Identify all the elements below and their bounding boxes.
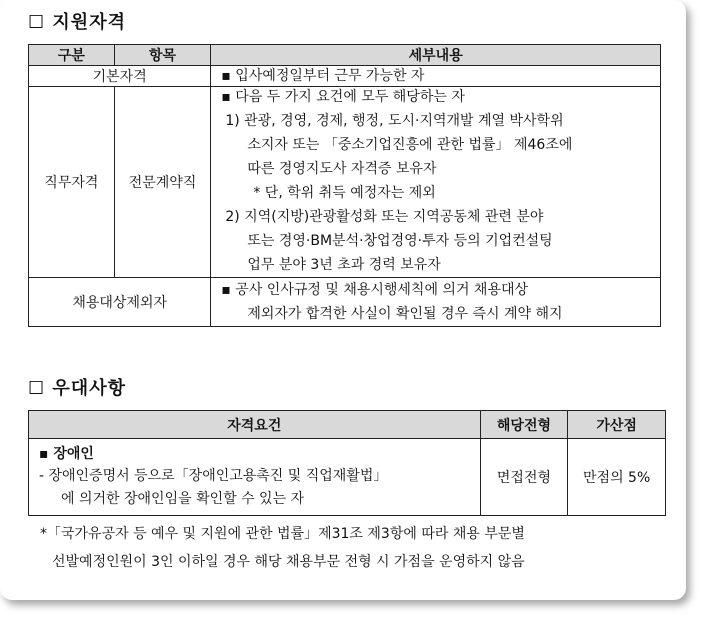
table-row xyxy=(29,439,666,516)
table-header-row xyxy=(29,45,661,66)
points-cell: 만점의 5% xyxy=(568,439,666,516)
section-title-text: 지원자격 xyxy=(52,12,126,33)
header-details: 세부내용 xyxy=(211,45,661,66)
section-title-preferences xyxy=(28,374,126,400)
job-item: 전문계약직 xyxy=(114,87,211,278)
detail-line: ▪ 입사예정일부터 근무 가능한 자 xyxy=(221,67,425,84)
detail-line: 따른 경영지도사 자격증 보유자 xyxy=(247,161,437,177)
section-title-text: 우대사항 xyxy=(52,378,126,399)
requirement-line: 에 의거한 장애인임을 확인할 수 있는 자 xyxy=(61,491,305,507)
header-stage: 해당전형 xyxy=(480,411,568,439)
detail-line: * 단, 학위 취득 예정자는 제외 xyxy=(253,185,436,201)
requirement-title: ▪ 장애인 xyxy=(39,446,94,462)
stage-cell: 면접전형 xyxy=(480,439,568,516)
job-details xyxy=(211,87,661,278)
table-row-exclusion xyxy=(29,278,661,327)
eligibility-table xyxy=(28,44,661,327)
footnote-line: *「국가유공자 등 예우 및 지원에 관한 법률」제31조 제3항에 따라 채용 부문별 xyxy=(40,526,525,542)
detail-line: 또는 경영·BM분석·창업경영·투자 등의 기업컨설팅 xyxy=(247,233,553,249)
detail-line: ▪ 공사 인사규정 및 채용시행세칙에 의거 채용대상 xyxy=(221,282,529,298)
table-row-job xyxy=(29,87,661,278)
detail-line: 제외자가 합격한 사실이 확인될 경우 즉시 계약 해지 xyxy=(247,306,563,322)
header-item: 항목 xyxy=(114,45,211,66)
section-title-eligibility xyxy=(28,8,126,34)
header-points: 가산점 xyxy=(568,411,666,439)
detail-line: 1) 관광, 경영, 경제, 행정, 도시·지역개발 계열 박사학위 xyxy=(225,113,564,129)
detail-line: 업무 분야 3년 초과 경력 보유자 xyxy=(247,257,441,273)
exclusion-details xyxy=(211,278,661,327)
header-requirement: 자격요건 xyxy=(29,411,481,439)
basic-label: 기본자격 xyxy=(29,66,211,87)
detail-line: 2) 지역(지방)관광활성화 또는 지역공동체 관련 분야 xyxy=(225,209,544,225)
header-category: 구분 xyxy=(29,45,115,66)
preferences-table xyxy=(28,410,666,516)
basic-details xyxy=(211,66,661,87)
checkbox-icon: ☐ xyxy=(28,378,46,399)
table-header-row xyxy=(29,411,666,439)
detail-line: ▪ 다음 두 가지 요건에 모두 해당하는 자 xyxy=(221,89,465,105)
requirement-line: - 장애인증명서 등으로「장애인고용촉진 및 직업재활법」 xyxy=(39,468,388,484)
table-row-basic xyxy=(29,66,661,87)
job-category: 직무자격 xyxy=(29,87,115,278)
detail-line: 소지자 또는 「중소기업진흥에 관한 법률」 제46조에 xyxy=(247,137,573,153)
footnote-line: 선발예정인원이 3인 이하일 경우 해당 채용부문 전형 시 가점을 운영하지 않음 xyxy=(52,554,525,570)
requirement-cell xyxy=(29,439,481,516)
checkbox-icon: ☐ xyxy=(28,12,46,33)
exclusion-label: 채용대상제외자 xyxy=(29,278,211,327)
